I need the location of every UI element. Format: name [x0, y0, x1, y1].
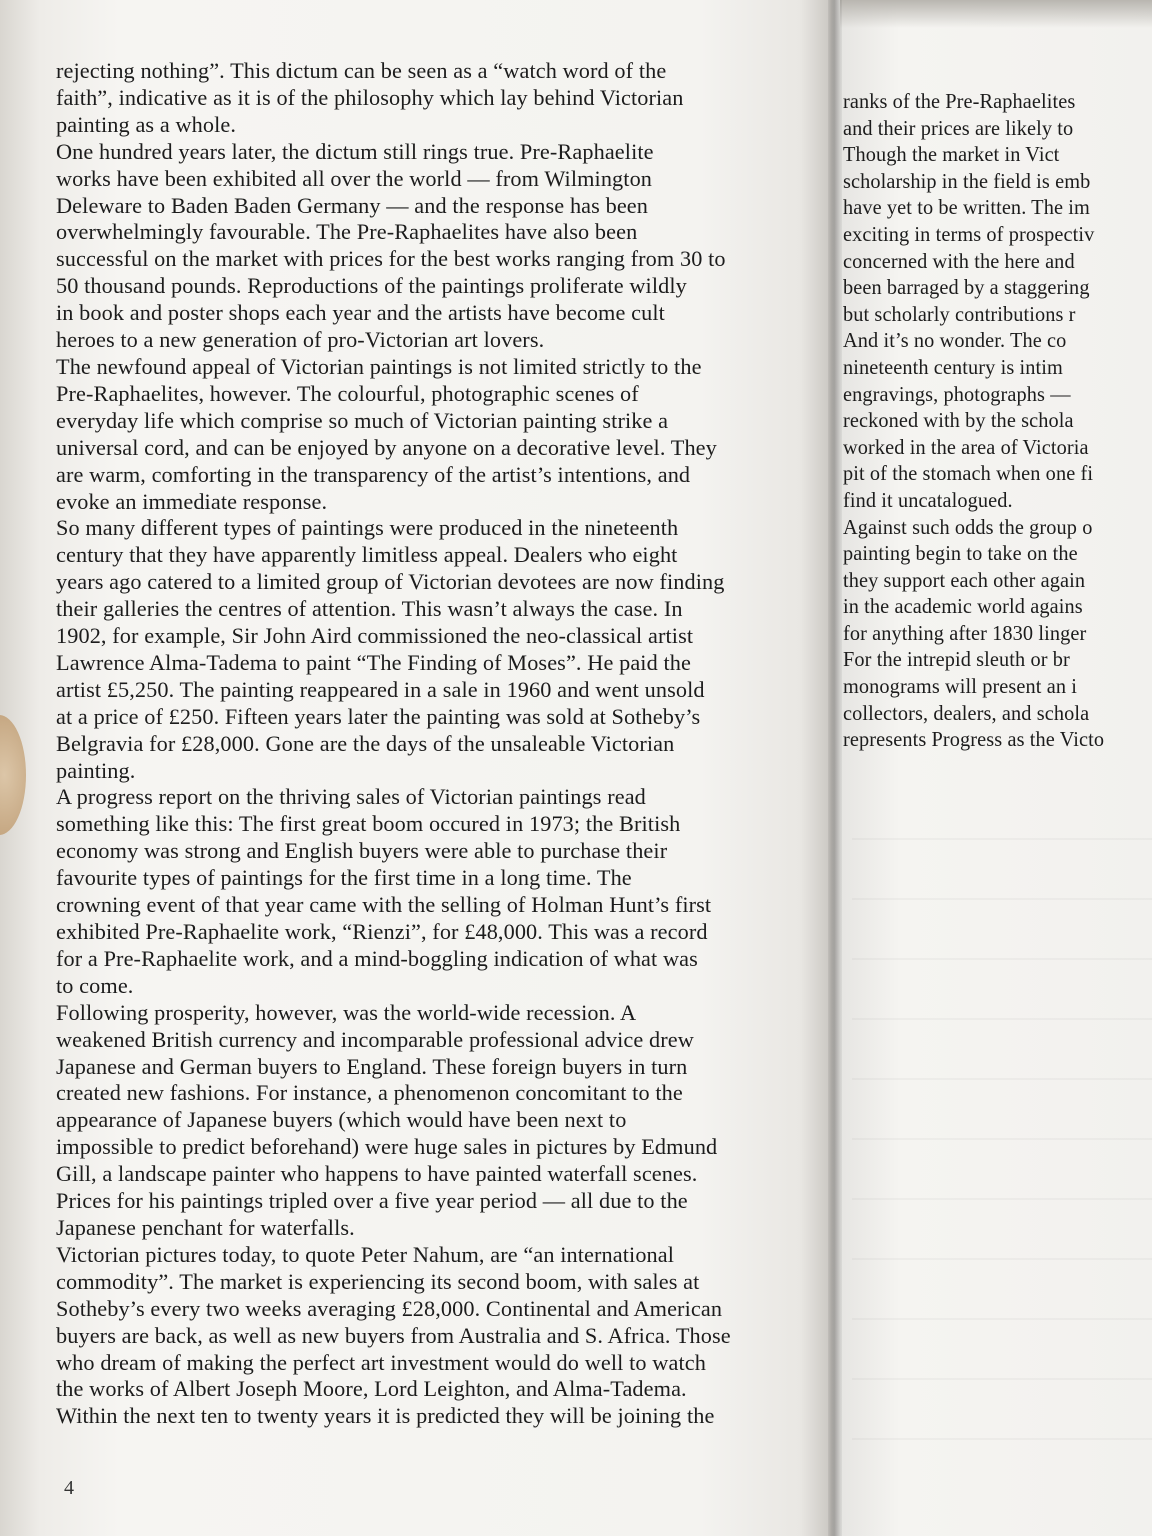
text-line: but scholarly contributions r — [843, 301, 1076, 326]
text-line: universal cord, and can be enjoyed by anyone on a decorative level. They — [56, 434, 717, 460]
text-line: monograms will present an i — [843, 674, 1078, 699]
text-line: Prices for his paintings tripled over a five year period — all due to the — [56, 1188, 688, 1214]
text-line: for anything after 1830 linger — [843, 620, 1087, 645]
text-line: in the academic world agains — [843, 594, 1083, 619]
text-line: created new fashions. For instance, a phenomenon concomitant to the — [56, 1080, 683, 1106]
text-line: Against such odds the group o — [843, 514, 1093, 539]
text-line: Though the market in Vict — [843, 142, 1060, 167]
text-line: everyday life which comprise so much of Victorian painting strike a — [56, 407, 669, 433]
text-line: find it uncatalogued. — [843, 487, 1013, 512]
text-line: for a Pre-Raphaelite work, and a mind-boggling indication of what was — [56, 945, 698, 971]
text-line: And it’s no wonder. The co — [843, 328, 1067, 353]
text-line: have yet to be written. The im — [843, 195, 1090, 220]
text-line: nineteenth century is intim — [843, 354, 1063, 379]
show-through-lines — [852, 780, 1152, 1480]
text-line: Pre-Raphaelites, however. The colourful, photographic scenes of — [56, 380, 639, 406]
text-line: So many different types of paintings were produced in the nineteenth — [56, 515, 679, 541]
text-line: works have been exhibited all over the world — from Wilmington — [56, 165, 653, 191]
text-line: scholarship in the field is emb — [843, 168, 1091, 193]
text-line: Deleware to Baden Baden Germany — and the response has been — [56, 192, 649, 218]
text-line: in book and poster shops each year and the artists have become cult — [56, 300, 665, 326]
text-line: collectors, dealers, and schola — [843, 700, 1090, 725]
text-line: evoke an immediate response. — [56, 488, 328, 514]
text-line: For the intrepid sleuth or br — [843, 647, 1070, 672]
text-line: painting as a whole. — [56, 111, 237, 137]
text-line: their galleries the centres of attention. This wasn’t always the case. In — [56, 596, 683, 622]
text-line: economy was strong and English buyers were able to purchase their — [56, 838, 668, 864]
text-line: Gill, a landscape painter who happens to have painted waterfall scenes. — [56, 1161, 698, 1187]
text-line: faith”, indicative as it is of the philosophy which lay behind Victorian — [56, 84, 684, 110]
text-line: painting. — [56, 757, 136, 783]
text-line: engravings, photographs — — [843, 381, 1071, 406]
text-line: who dream of making the perfect art investment would do well to watch — [56, 1349, 706, 1375]
text-line: Belgravia for £28,000. Gone are the days of the unsaleable Victorian — [56, 730, 675, 756]
right-page-text-column — [843, 88, 1152, 753]
text-line: impossible to predict beforehand) were huge sales in pictures by Edmund — [56, 1134, 718, 1160]
text-line: concerned with the here and — [843, 248, 1075, 273]
text-line: artist £5,250. The painting reappeared in a sale in 1960 and went unsold — [56, 676, 705, 702]
text-line: reckoned with by the schola — [843, 408, 1074, 433]
text-line: pit of the stomach when one fi — [843, 461, 1094, 486]
text-line: something like this: The first great boom occured in 1973; the British — [56, 811, 681, 837]
text-line: favourite types of paintings for the first time in a long time. The — [56, 865, 632, 891]
text-line: century that they have apparently limitless appeal. Dealers who eight — [56, 542, 678, 568]
text-line: Japanese penchant for waterfalls. — [56, 1214, 355, 1240]
text-line: Sotheby’s every two weeks averaging £28,000. Continental and American — [56, 1295, 723, 1321]
text-line: they support each other again — [843, 567, 1086, 592]
text-line: painting begin to take on the — [843, 541, 1078, 566]
text-line: at a price of £250. Fifteen years later the painting was sold at Sotheby’s — [56, 703, 701, 729]
text-line: ranks of the Pre-Raphaelites — [843, 89, 1076, 113]
text-line: the works of Albert Joseph Moore, Lord Leighton, and Alma-Tadema. — [56, 1376, 687, 1402]
text-line: The newfound appeal of Victorian paintings is not limited strictly to the — [56, 353, 702, 379]
text-line: exhibited Pre-Raphaelite work, “Rienzi”, for £48,000. This was a record — [56, 919, 708, 944]
text-line: Within the next ten to twenty years it is predicted they will be joining the — [56, 1403, 715, 1429]
text-line: rejecting nothing”. This dictum can be seen as a “watch word of the — [56, 58, 667, 83]
text-line: weakened British currency and incomparable professional advice drew — [56, 1026, 694, 1052]
text-line: Following prosperity, however, was the world-wide recession. A — [56, 999, 637, 1025]
text-line: to come. — [56, 972, 134, 998]
text-line: exciting in terms of prospectiv — [843, 221, 1095, 246]
text-line: overwhelmingly favourable. The Pre-Raphaelites have also been — [56, 219, 638, 245]
text-line: One hundred years later, the dictum still rings true. Pre-Raphaelite — [56, 138, 654, 164]
text-line: crowning event of that year came with the selling of Holman Hunt’s first — [56, 892, 712, 918]
left-page-text-column — [56, 58, 836, 1430]
text-line: 50 thousand pounds. Reproductions of the paintings proliferate wildly — [56, 273, 687, 299]
text-line: A progress report on the thriving sales of Victorian paintings read — [56, 784, 646, 810]
text-line: and their prices are likely to — [843, 115, 1074, 140]
text-line: Japanese and German buyers to England. These foreign buyers in turn — [56, 1053, 688, 1079]
page-edge-shadow — [840, 0, 1152, 28]
text-line: appearance of Japanese buyers (which would have been next to — [56, 1107, 627, 1133]
text-line: Victorian pictures today, to quote Peter Nahum, are “an international — [56, 1241, 675, 1267]
text-line: worked in the area of Victoria — [843, 434, 1089, 459]
text-line: years ago catered to a limited group of Victorian devotees are now finding — [56, 569, 725, 595]
text-line: commodity”. The market is experiencing its second boom, with sales at — [56, 1268, 700, 1294]
text-line: represents Progress as the Victo — [843, 727, 1105, 752]
text-line: been barraged by a staggering — [843, 275, 1090, 300]
text-line: successful on the market with prices for the best works ranging from 30 to — [56, 246, 726, 272]
text-line: 1902, for example, Sir John Aird commissioned the neo-classical artist — [56, 623, 694, 649]
text-line: Lawrence Alma-Tadema to paint “The Finding of Moses”. He paid the — [56, 649, 692, 675]
text-line: are warm, comforting in the transparency of the artist’s intentions, and — [56, 461, 691, 487]
page-number: 4 — [64, 1477, 74, 1499]
text-line: heroes to a new generation of pro-Victorian art lovers. — [56, 327, 545, 353]
text-line: buyers are back, as well as new buyers from Australia and S. Africa. Those — [56, 1322, 731, 1348]
